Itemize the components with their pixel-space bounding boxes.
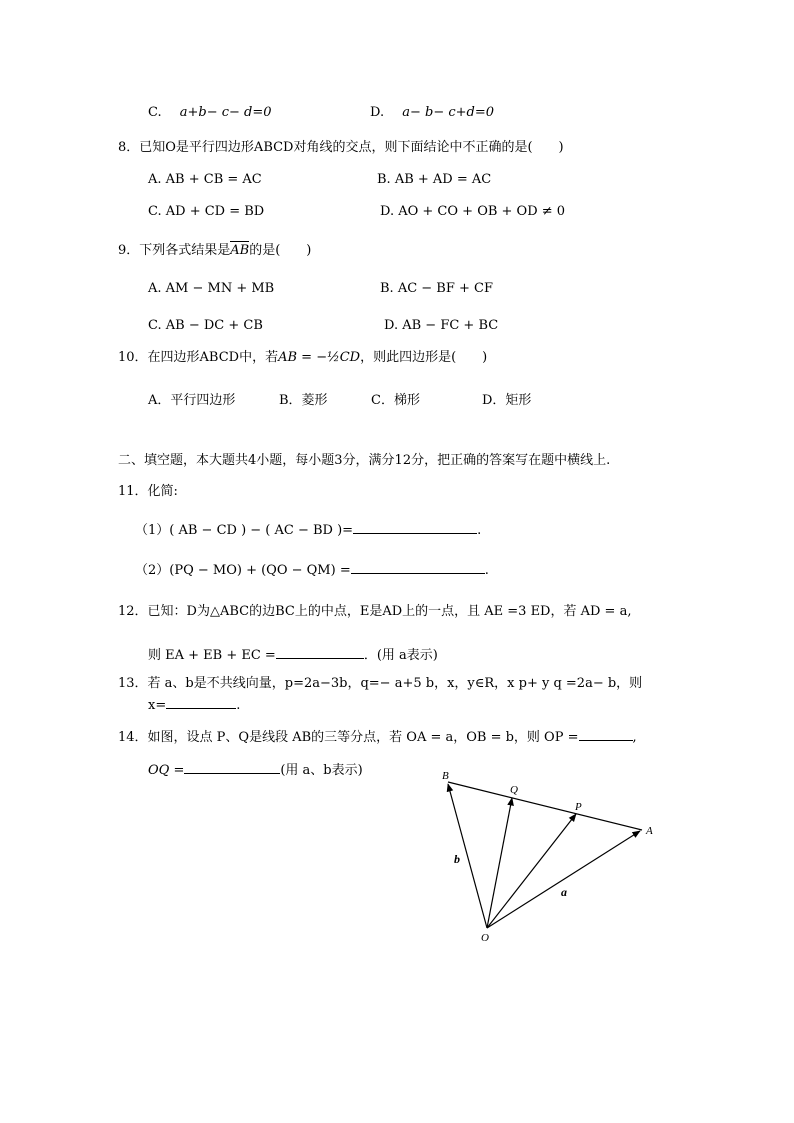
q13-answer-blank[interactable]	[166, 695, 236, 709]
q11-part-1: （1）( AB − CD ) − ( AC − BD )= .	[135, 520, 481, 540]
q14-line-2-end: (用 a、b表示)	[280, 763, 363, 778]
q10-equation: AB = −½CD	[278, 350, 361, 365]
q9-stem-vector: AB	[230, 243, 250, 258]
point-q-label: Q	[510, 784, 518, 796]
q9-option-b: B. AC − BF + CF	[380, 281, 494, 296]
point-p-label: P	[575, 801, 582, 813]
q11-part-2-text: （2）(PQ − MO) + (QO − QM) =	[135, 563, 351, 578]
q7-option-d-text: a− b− c+d=0	[402, 105, 495, 120]
point-o-label: O	[481, 932, 489, 944]
section-2-header: 二、填空题，本大题共4小题，每小题3分，满分12分，把正确的答案写在题中横线上.	[118, 453, 611, 468]
q14-oq-answer-blank[interactable]	[184, 760, 280, 774]
q12-line-1: 12．已知：D为△ABC的边BC上的中点，E是AD上的一点，且 AE =3 ED，若 AD = a,	[118, 604, 632, 619]
vector-oa	[487, 831, 640, 928]
q14-op-answer-blank[interactable]	[579, 727, 633, 741]
q10-stem-a: 10．在四边形ABCD中，若	[118, 350, 279, 365]
q9-option-d: D. AB − FC + BC	[384, 318, 499, 333]
q10-option-d: D．矩形	[482, 393, 532, 408]
point-a-label: A	[646, 825, 653, 837]
q9-stem-text: 9．下列各式结果是	[118, 243, 231, 258]
q11-part-1-answer-blank[interactable]	[353, 520, 477, 534]
q8-option-b: B. AB + AD = AC	[377, 172, 492, 187]
q14-line-1: 14．如图，设点 P、Q是线段 AB的三等分点，若 OA = a，OB = b，则 OP = ,	[118, 727, 637, 747]
q11-part-1-text: （1）( AB − CD ) − ( AC − BD )=	[135, 523, 354, 538]
q10-option-c: C．梯形	[371, 393, 420, 408]
q12-line-2	[148, 645, 438, 665]
q11-stem: 11．化简:	[118, 484, 178, 499]
vector-op	[487, 814, 576, 928]
q10-stem	[118, 349, 487, 367]
q9-option-c: C. AB − DC + CB	[148, 318, 263, 333]
q7-option-d	[370, 104, 494, 122]
vector-b-label: b	[454, 852, 460, 866]
q7-option-c	[148, 104, 272, 122]
q7-option-d-label: D.	[370, 105, 385, 120]
vector-oq	[487, 798, 512, 928]
q9-option-a: A. AM − MN + MB	[148, 281, 275, 296]
q11-part-2: （2）(PQ − MO) + (QO − QM) = .	[135, 560, 489, 580]
q14-line-1-text: 14．如图，设点 P、Q是线段 AB的三等分点，若 OA = a，OB = b，则 OP =	[118, 730, 579, 745]
q13-line-2-text: x=	[148, 698, 167, 713]
q13-line-2: x= .	[148, 695, 240, 715]
q12-answer-blank[interactable]	[276, 645, 364, 659]
q12-line-2-end: ．(用 a表示)	[363, 648, 438, 663]
q8-option-d: D. AO + CO + OB + OD ≠ 0	[380, 204, 566, 219]
q8-stem: 8．已知O是平行四边形ABCD对角线的交点，则下面结论中不正确的是( )	[118, 140, 564, 155]
q14-oq-label: OQ =	[148, 763, 185, 778]
q10-option-b: B．菱形	[279, 393, 328, 408]
q8-option-a: A. AB + CB = AC	[148, 172, 262, 187]
point-b-label: B	[442, 770, 449, 782]
vector-a-label: a	[561, 885, 567, 899]
q9-stem-end: 的是( )	[249, 243, 312, 258]
q13-line-1: 13．若 a、b是不共线向量，p=2a−3b，q=− a+5 b，x，y∈R，x p+ y q =2a− b，则	[118, 676, 643, 691]
q9-stem	[118, 242, 311, 260]
q10-option-a: A．平行四边形	[148, 393, 236, 408]
q11-part-2-answer-blank[interactable]	[351, 560, 485, 574]
segment-ab	[448, 782, 642, 830]
q10-stem-b: ，则此四边形是( )	[360, 350, 488, 365]
q14-line-2	[148, 760, 363, 780]
vector-figure	[430, 760, 670, 950]
q8-option-c: C. AD + CD = BD	[148, 204, 265, 219]
q7-option-c-label: C.	[148, 105, 162, 120]
q7-option-c-text: a+b− c− d=0	[179, 105, 272, 120]
q12-line-2-text: 则 EA + EB + EC =	[148, 648, 276, 663]
